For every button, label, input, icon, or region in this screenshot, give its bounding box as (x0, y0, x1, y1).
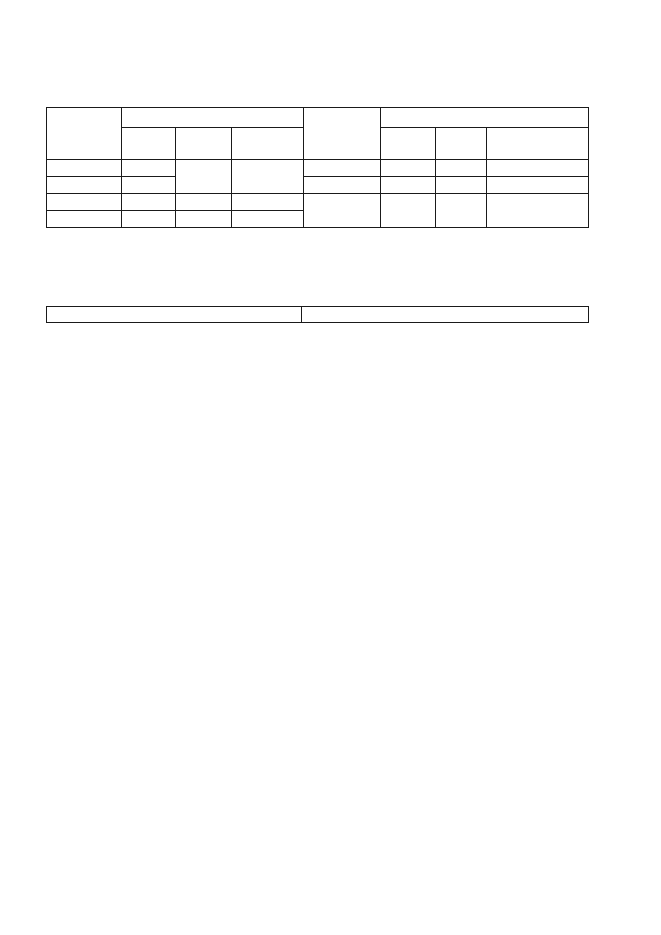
designation-cell (47, 160, 122, 177)
designation-reduced-cell (303, 160, 381, 177)
table-9-header-seat-reduced (381, 128, 436, 160)
height-cell (231, 194, 303, 211)
table-9-header-designation-reduced (303, 108, 381, 160)
height-cell (231, 160, 303, 194)
table-10-header-seat (301, 307, 588, 323)
table-9-header-reduced (381, 108, 589, 128)
height-reduced-cell (487, 160, 589, 177)
seat-cell (121, 177, 175, 194)
height-cell (231, 211, 303, 228)
table-9-header-designation (47, 108, 122, 160)
table-9-header-height (231, 128, 303, 160)
table-9-header-ball-reduced (436, 128, 487, 160)
table-row (47, 160, 589, 177)
designation-reduced-cell (303, 177, 381, 194)
table-10-header-ball (47, 307, 302, 323)
height-reduced-cell (487, 194, 589, 228)
designation-cell (47, 211, 122, 228)
ball-cell (175, 160, 231, 194)
table-row (47, 177, 589, 194)
seat-cell (121, 211, 175, 228)
table-10 (46, 306, 589, 323)
table-9-header-seat (121, 128, 175, 160)
ball-cell (175, 211, 231, 228)
designation-cell (47, 177, 122, 194)
table-row (47, 194, 589, 211)
ball-reduced-cell (436, 160, 487, 177)
seat-cell (121, 194, 175, 211)
seat-reduced-cell (381, 177, 436, 194)
seat-cell (121, 160, 175, 177)
table-10-header-row (47, 307, 589, 323)
table-9-header-height-reduced (487, 128, 589, 160)
ball-cell (175, 194, 231, 211)
height-reduced-cell (487, 177, 589, 194)
table-9 (46, 107, 589, 228)
table-9-header-row (47, 108, 589, 128)
designation-cell (47, 194, 122, 211)
table-9-header-normal (121, 108, 303, 128)
table-9-header-ball (175, 128, 231, 160)
designation-reduced-cell (303, 194, 381, 228)
seat-reduced-cell (381, 160, 436, 177)
ball-reduced-cell (436, 194, 487, 228)
seat-reduced-cell (381, 194, 436, 228)
ball-reduced-cell (436, 177, 487, 194)
